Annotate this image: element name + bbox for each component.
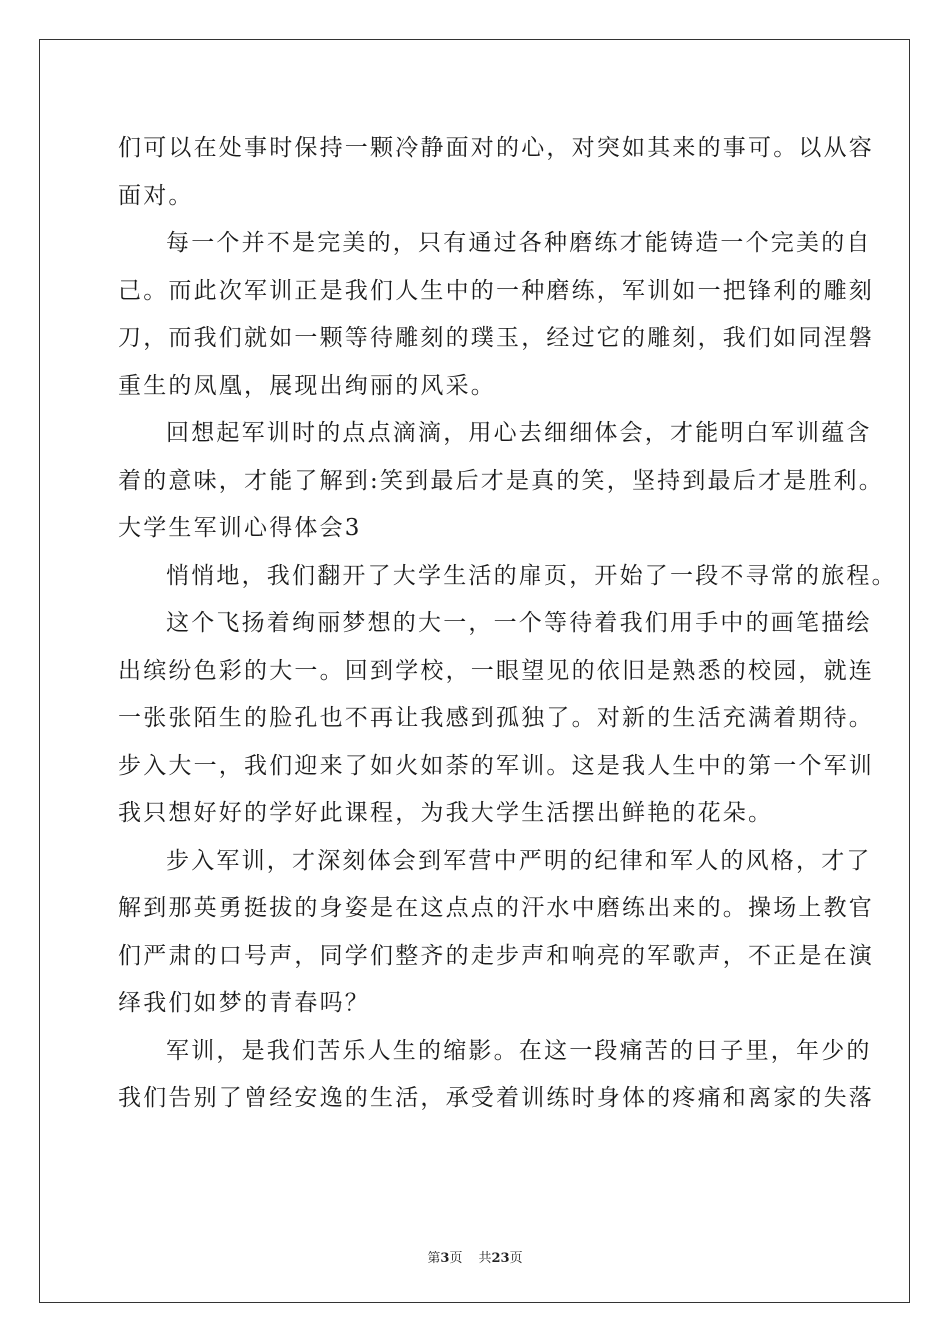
text-line: 步入军训，才深刻体会到军营中严明的纪律和军人的风格，才了 xyxy=(166,847,872,874)
total-prefix: 共 xyxy=(478,1251,492,1266)
text-line: 悄悄地，我们翻开了大学生活的扉页，开始了一段不寻常的旅程。 xyxy=(166,562,897,589)
section-heading: 大学生军训心得体会3 xyxy=(118,515,362,541)
text-line: 己。而此次军训正是我们人生中的一种磨练，军训如一把锋利的雕刻 xyxy=(118,277,874,304)
page-total: 23 xyxy=(491,1251,510,1266)
text-line: 步入大一，我们迎来了如火如荼的军训。这是我人生中的第一个军训 xyxy=(118,752,874,779)
text-line: 面对。 xyxy=(118,182,194,209)
text-line: 绎我们如梦的青春吗？ xyxy=(118,990,370,1016)
text-line: 回想起军训时的点点滴滴，用心去细细体会，才能明白军训蕴含 xyxy=(166,420,872,446)
text-line: 重生的凤凰，展现出绚丽的风采。 xyxy=(118,372,496,399)
text-line: 这个飞扬着绚丽梦想的大一，一个等待着我们用手中的画笔描绘 xyxy=(166,610,872,636)
text-line: 我只想好好的学好此课程，为我大学生活摆出鲜艳的花朵。 xyxy=(118,800,774,826)
page-current: 3 xyxy=(440,1251,450,1266)
text-line: 解到那英勇挺拔的身姿是在这点点的汗水中磨练出来的。操场上教官 xyxy=(118,895,874,921)
text-line: 一张张陌生的脸孔也不再让我感到孤独了。对新的生活充满着期待。 xyxy=(118,705,874,731)
text-line: 刀，而我们就如一颗等待雕刻的璞玉，经过它的雕刻，我们如同涅磐 xyxy=(118,325,874,351)
page-prefix: 第 xyxy=(427,1251,441,1266)
text-line: 着的意味，才能了解到:笑到最后才是真的笑，坚持到最后才是胜利。 xyxy=(118,467,884,494)
page-suffix: 页 xyxy=(449,1251,463,1266)
total-suffix: 页 xyxy=(509,1251,523,1266)
text-line: 每一个并不是完美的，只有通过各种磨练才能铸造一个完美的自 xyxy=(166,230,872,256)
page-footer xyxy=(0,1247,950,1266)
text-line: 军训，是我们苦乐人生的缩影。在这一段痛苦的日子里，年少的 xyxy=(166,1037,872,1064)
text-line: 们严肃的口号声，同学们整齐的走步声和响亮的军歌声，不正是在演 xyxy=(118,942,874,969)
text-line: 出缤纷色彩的大一。回到学校，一眼望见的依旧是熟悉的校园，就连 xyxy=(118,657,874,684)
text-line: 我们告别了曾经安逸的生活，承受着训练时身体的疼痛和离家的失落 xyxy=(118,1085,874,1111)
text-line: 们可以在处事时保持一颗冷静面对的心，对突如其来的事可。以从容 xyxy=(118,135,874,161)
document-body xyxy=(118,125,897,1123)
